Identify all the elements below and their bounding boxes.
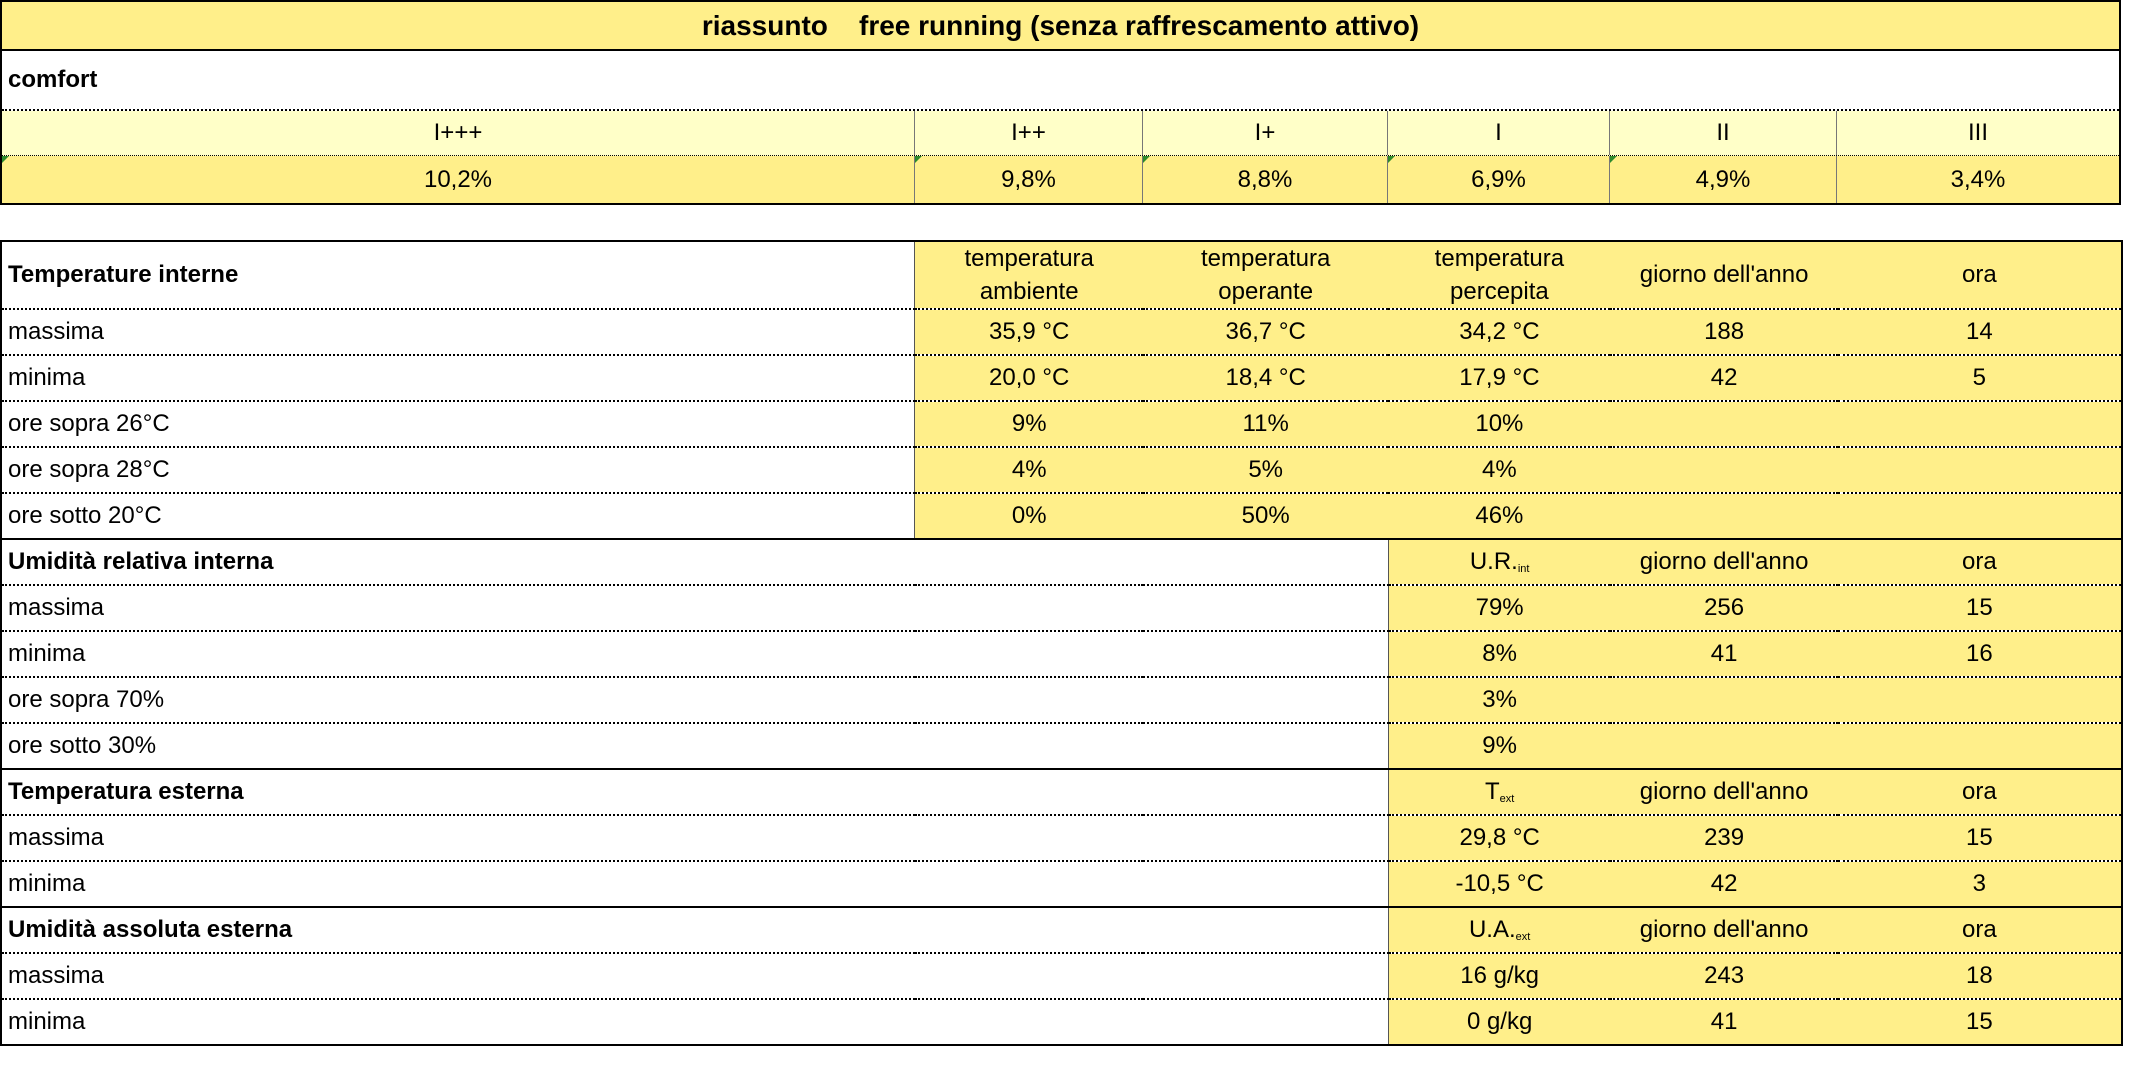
- section-title-internal-temps[interactable]: Temperature interne: [1, 241, 915, 309]
- col-header-operative-temp[interactable]: temperatura operante: [1143, 241, 1388, 309]
- cell-value[interactable]: 3%: [1388, 677, 1610, 723]
- summary-title: riassunto free running (senza raffrescamento attivo): [2, 2, 2119, 51]
- comment-marker-icon: [1388, 156, 1395, 163]
- cell-hour[interactable]: 3: [1838, 861, 2122, 907]
- cell-day[interactable]: 42: [1610, 355, 1837, 401]
- class-value-cell[interactable]: 6,9%: [1388, 156, 1610, 203]
- cell-operative[interactable]: 50%: [1143, 493, 1388, 539]
- col-header-day[interactable]: giorno dell'anno: [1610, 769, 1837, 815]
- class-header-cell[interactable]: II: [1610, 111, 1837, 155]
- section-title-internal-rh[interactable]: Umidità relativa interna: [1, 539, 1388, 585]
- cell-day[interactable]: [1610, 447, 1837, 493]
- class-header-cell[interactable]: I+++: [2, 111, 915, 155]
- col-header-ambient-temp[interactable]: temperatura ambiente: [915, 241, 1143, 309]
- row-label[interactable]: massima: [1, 953, 1388, 999]
- class-value-cell[interactable]: 8,8%: [1143, 156, 1388, 203]
- row-label[interactable]: minima: [1, 631, 1388, 677]
- cell-day[interactable]: [1610, 723, 1837, 769]
- cell-value[interactable]: 8%: [1388, 631, 1610, 677]
- table-row: [1, 999, 2122, 1045]
- table-row: [1, 677, 2122, 723]
- section-title-external-ah[interactable]: Umidità assoluta esterna: [1, 907, 1388, 953]
- class-value-cell[interactable]: 10,2%: [2, 156, 915, 203]
- row-label[interactable]: ore sopra 28°C: [1, 447, 915, 493]
- row-label[interactable]: massima: [1, 309, 915, 355]
- comfort-class-value-row: [2, 156, 2119, 203]
- cell-day[interactable]: [1610, 677, 1837, 723]
- cell-operative[interactable]: 36,7 °C: [1143, 309, 1388, 355]
- cell-operative[interactable]: 11%: [1143, 401, 1388, 447]
- col-header-rh[interactable]: $U.R._{int}$: [1388, 539, 1610, 585]
- cell-operative[interactable]: 18,4 °C: [1143, 355, 1388, 401]
- cell-hour[interactable]: 5: [1838, 355, 2122, 401]
- cell-value[interactable]: 9%: [1388, 723, 1610, 769]
- row-label[interactable]: massima: [1, 815, 1388, 861]
- climate-detail-table: [0, 240, 2123, 1046]
- cell-hour[interactable]: [1838, 447, 2122, 493]
- cell-day[interactable]: [1610, 401, 1837, 447]
- cell-hour[interactable]: 14: [1838, 309, 2122, 355]
- cell-ambient[interactable]: 4%: [915, 447, 1143, 493]
- col-header-hour[interactable]: ora: [1838, 241, 2122, 309]
- cell-hour[interactable]: [1838, 723, 2122, 769]
- table-row: [1, 309, 2122, 355]
- cell-day[interactable]: 41: [1610, 631, 1837, 677]
- cell-day[interactable]: 41: [1610, 999, 1837, 1045]
- cell-value[interactable]: 16 g/kg: [1388, 953, 1610, 999]
- col-header-hour[interactable]: ora: [1838, 769, 2122, 815]
- table-row: [1, 401, 2122, 447]
- cell-hour[interactable]: [1838, 401, 2122, 447]
- cell-ambient[interactable]: 9%: [915, 401, 1143, 447]
- cell-perceived[interactable]: 10%: [1388, 401, 1610, 447]
- cell-ambient[interactable]: 0%: [915, 493, 1143, 539]
- col-header-day[interactable]: giorno dell'anno: [1610, 539, 1837, 585]
- external-temp-header-row: [1, 769, 2122, 815]
- table-row: [1, 631, 2122, 677]
- row-label[interactable]: ore sotto 20°C: [1, 493, 915, 539]
- cell-perceived[interactable]: 17,9 °C: [1388, 355, 1610, 401]
- class-header-cell[interactable]: I+: [1143, 111, 1388, 155]
- col-header-hour[interactable]: ora: [1838, 539, 2122, 585]
- cell-operative[interactable]: 5%: [1143, 447, 1388, 493]
- table-row: [1, 861, 2122, 907]
- table-row: [1, 447, 2122, 493]
- class-value-cell[interactable]: 4,9%: [1610, 156, 1837, 203]
- col-header-perceived-temp[interactable]: temperatura percepita: [1388, 241, 1610, 309]
- cell-ambient[interactable]: 35,9 °C: [915, 309, 1143, 355]
- col-header-day[interactable]: giorno dell'anno: [1610, 907, 1837, 953]
- class-header-cell[interactable]: I++: [915, 111, 1143, 155]
- table-row: [1, 493, 2122, 539]
- cell-value[interactable]: 29,8 °C: [1388, 815, 1610, 861]
- row-label[interactable]: ore sotto 30%: [1, 723, 1388, 769]
- cell-perceived[interactable]: 4%: [1388, 447, 1610, 493]
- cell-day[interactable]: 188: [1610, 309, 1837, 355]
- row-label[interactable]: ore sopra 26°C: [1, 401, 915, 447]
- comment-marker-icon: [915, 156, 922, 163]
- comment-marker-icon: [1143, 156, 1150, 163]
- internal-temps-header-row: [1, 241, 2122, 309]
- cell-hour[interactable]: 15: [1838, 815, 2122, 861]
- col-header-hour[interactable]: ora: [1838, 907, 2122, 953]
- comment-marker-icon: [2, 156, 9, 163]
- row-label[interactable]: minima: [1, 999, 1388, 1045]
- comfort-class-header-row: [2, 111, 2119, 156]
- class-header-cell[interactable]: I: [1388, 111, 1610, 155]
- cell-hour[interactable]: 15: [1838, 999, 2122, 1045]
- cell-day[interactable]: 42: [1610, 861, 1837, 907]
- class-header-cell[interactable]: III: [1967, 119, 1988, 146]
- col-header-text[interactable]: $T_{ext}$: [1388, 769, 1610, 815]
- cell-hour[interactable]: 18: [1838, 953, 2122, 999]
- external-ah-header-row: [1, 907, 2122, 953]
- row-label[interactable]: minima: [1, 861, 1388, 907]
- cell-hour[interactable]: [1838, 493, 2122, 539]
- cell-value[interactable]: -10,5 °C: [1388, 861, 1610, 907]
- col-header-ua[interactable]: $U.A._{ext}$: [1388, 907, 1610, 953]
- cell-day[interactable]: 239: [1610, 815, 1837, 861]
- class-value-cell[interactable]: 9,8%: [915, 156, 1143, 203]
- row-label[interactable]: minima: [1, 355, 915, 401]
- cell-perceived[interactable]: 46%: [1388, 493, 1610, 539]
- col-header-day[interactable]: giorno dell'anno: [1610, 241, 1837, 309]
- cell-day[interactable]: [1610, 493, 1837, 539]
- comfort-label[interactable]: comfort: [2, 51, 2119, 111]
- row-label[interactable]: ore sopra 70%: [1, 677, 1388, 723]
- cell-hour[interactable]: [1838, 677, 2122, 723]
- cell-day[interactable]: 243: [1610, 953, 1837, 999]
- cell-day[interactable]: 256: [1610, 585, 1837, 631]
- table-row: [1, 585, 2122, 631]
- section-title-external-temp[interactable]: Temperatura esterna: [1, 769, 1388, 815]
- cell-hour[interactable]: 16: [1838, 631, 2122, 677]
- cell-ambient[interactable]: 20,0 °C: [915, 355, 1143, 401]
- cell-value[interactable]: 0 g/kg: [1388, 999, 1610, 1045]
- row-label[interactable]: massima: [1, 585, 1388, 631]
- comfort-summary-panel: [0, 0, 2121, 205]
- comment-marker-icon: [1610, 156, 1617, 163]
- table-row: [1, 723, 2122, 769]
- cell-perceived[interactable]: 34,2 °C: [1388, 309, 1610, 355]
- table-row: [1, 953, 2122, 999]
- cell-hour[interactable]: 15: [1838, 585, 2122, 631]
- class-value-cell[interactable]: 3,4%: [1950, 165, 2006, 193]
- table-row: [1, 815, 2122, 861]
- cell-value[interactable]: 79%: [1388, 585, 1610, 631]
- table-row: [1, 355, 2122, 401]
- internal-rh-header-row: [1, 539, 2122, 585]
